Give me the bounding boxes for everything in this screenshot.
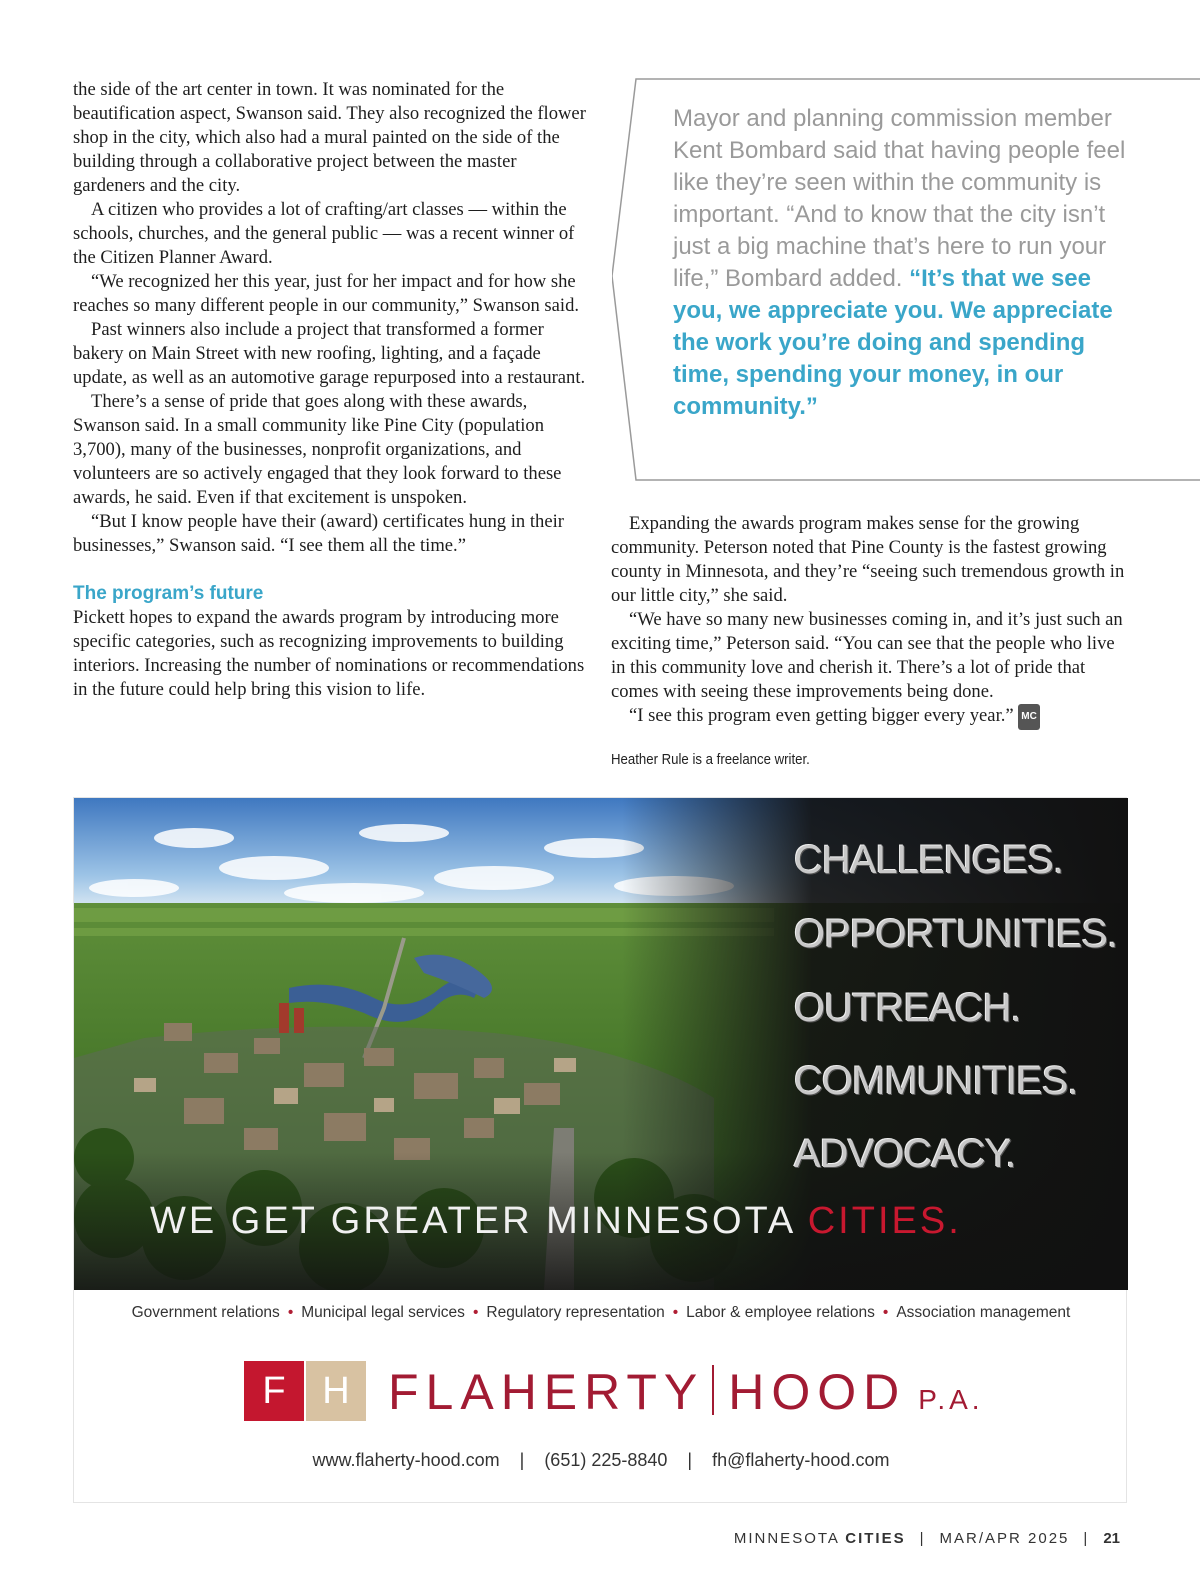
logo-divider <box>712 1365 714 1415</box>
logo-name-right: HOOD <box>728 1364 907 1420</box>
pull-quote-text <box>673 103 1143 423</box>
service-item: Labor & employee relations <box>686 1304 875 1321</box>
ad-tagline-accent: CITIES. <box>807 1200 962 1242</box>
service-item: Municipal legal services <box>301 1304 465 1321</box>
bullet-icon: • <box>672 1304 679 1321</box>
separator: | <box>687 1450 693 1470</box>
ad-tagline <box>150 1200 962 1243</box>
ad-word-advocacy: ADVOCACY. <box>794 1132 1016 1176</box>
logo-suffix: P.A. <box>918 1384 984 1415</box>
ad-word-challenges: CHALLENGES. <box>794 838 1064 882</box>
article-paragraph: Pickett hopes to expand the awards program by introducing more specific categories, such as recognizing improvements to building interiors. Increasing the number of nominations or recommendations in the future could help bring this vision to life. <box>73 607 585 700</box>
ad-word-communities: COMMUNITIES. <box>794 1059 1078 1103</box>
article-right-column <box>611 512 1131 730</box>
magazine-name-right: CITIES <box>845 1530 906 1547</box>
section-subhead: The program’s future <box>73 583 264 604</box>
end-mark-icon: MC <box>1018 704 1040 730</box>
logo-name-left: FLAHERTY <box>388 1364 705 1420</box>
page-footer <box>734 1530 1120 1547</box>
ad-contact-line <box>74 1450 1128 1471</box>
website-link[interactable]: www.flaherty-hood.com <box>312 1450 500 1470</box>
closing-quote: “I see this program even getting bigger every year.” <box>629 705 1014 726</box>
service-item: Government relations <box>131 1304 280 1321</box>
ad-services-list <box>74 1304 1128 1322</box>
email-link[interactable]: fh@flaherty-hood.com <box>712 1450 890 1470</box>
magazine-name-left: MINNESOTA <box>733 1530 840 1547</box>
bullet-icon: • <box>882 1304 889 1321</box>
bullet-icon: • <box>287 1304 294 1321</box>
service-item: Regulatory representation <box>486 1304 665 1321</box>
article-paragraph <box>611 704 1131 730</box>
service-item: Association management <box>896 1304 1071 1321</box>
phone-link[interactable]: (651) 225-8840 <box>544 1450 668 1470</box>
separator: | <box>1083 1530 1090 1547</box>
ad-tagline-main: WE GET GREATER MINNESOTA <box>150 1200 795 1242</box>
bullet-icon: • <box>472 1304 479 1321</box>
pull-quote-highlight: “It’s that we see you, we appreciate you. We appreciate the work you’re doing and spending time, spending your money, in our community.” <box>673 265 1113 420</box>
article-left-column <box>73 78 591 702</box>
logo-h-box: H <box>306 1361 366 1421</box>
pull-quote <box>612 78 1200 482</box>
ad-word-outreach: OUTREACH. <box>794 986 1021 1030</box>
flaherty-hood-advertisement[interactable] <box>73 797 1127 1503</box>
article-paragraph: “We recognized her this year, just for her impact and for how she reaches so many different people in our community,” Swanson said. <box>73 271 580 316</box>
pull-quote-body: Mayor and planning commission member Kent Bombard said that having people feel like they’re seen within the community is important. “And to know that the city isn’t just a big machine that’s here to run your life,” Bombard added. <box>673 105 1126 292</box>
page-number: 21 <box>1103 1530 1120 1547</box>
article-paragraph: the side of the art center in town. It was nominated for the beautification aspect, Swanson said. They also recognized the flower shop in the city, which also had a mural painted on the side of the building through a collaborative project between the master gardeners and the city. <box>73 79 586 196</box>
separator: | <box>519 1450 525 1470</box>
article-paragraph: Expanding the awards program makes sense for the growing community. Peterson noted that Pine County is the fastest growing county in Minnesota, and they’re “seeing such tremendous growth in our little city,” she said. <box>611 513 1125 606</box>
article-paragraph: “We have so many new businesses coming in, and it’s just such an exciting time,” Peterson said. “You can see that the people who live in this community love and cherish it. There’s a lot of pride that comes with seeing these improvements being done. <box>611 609 1123 702</box>
issue-date: MAR/APR 2025 <box>939 1530 1070 1547</box>
separator: | <box>919 1530 926 1547</box>
logo-f-box: F <box>244 1361 304 1421</box>
ad-word-opportunities: OPPORTUNITIES. <box>794 912 1118 956</box>
logo-wordmark <box>388 1363 984 1421</box>
author-byline: Heather Rule is a freelance writer. <box>611 751 810 768</box>
ad-aerial-photo <box>74 798 1128 1290</box>
article-paragraph: “But I know people have their (award) certificates hung in their businesses,” Swanson said. “I see them all the time.” <box>73 511 564 556</box>
article-paragraph: Past winners also include a project that transformed a former bakery on Main Street with new roofing, lighting, and a façade update, as well as an automotive garage repurposed into a restaurant. <box>73 319 586 388</box>
article-paragraph: There’s a sense of pride that goes along with these awards, Swanson said. In a small community like Pine City (population 3,700), many of the businesses, nonprofit organizations, and volunteers are so actively engaged that they look forward to these awards, he said. Even if that excitement is unspoken. <box>73 391 562 508</box>
article-paragraph: A citizen who provides a lot of crafting/art classes — within the schools, churches, and the general public — was a recent winner of the Citizen Planner Award. <box>73 199 575 268</box>
